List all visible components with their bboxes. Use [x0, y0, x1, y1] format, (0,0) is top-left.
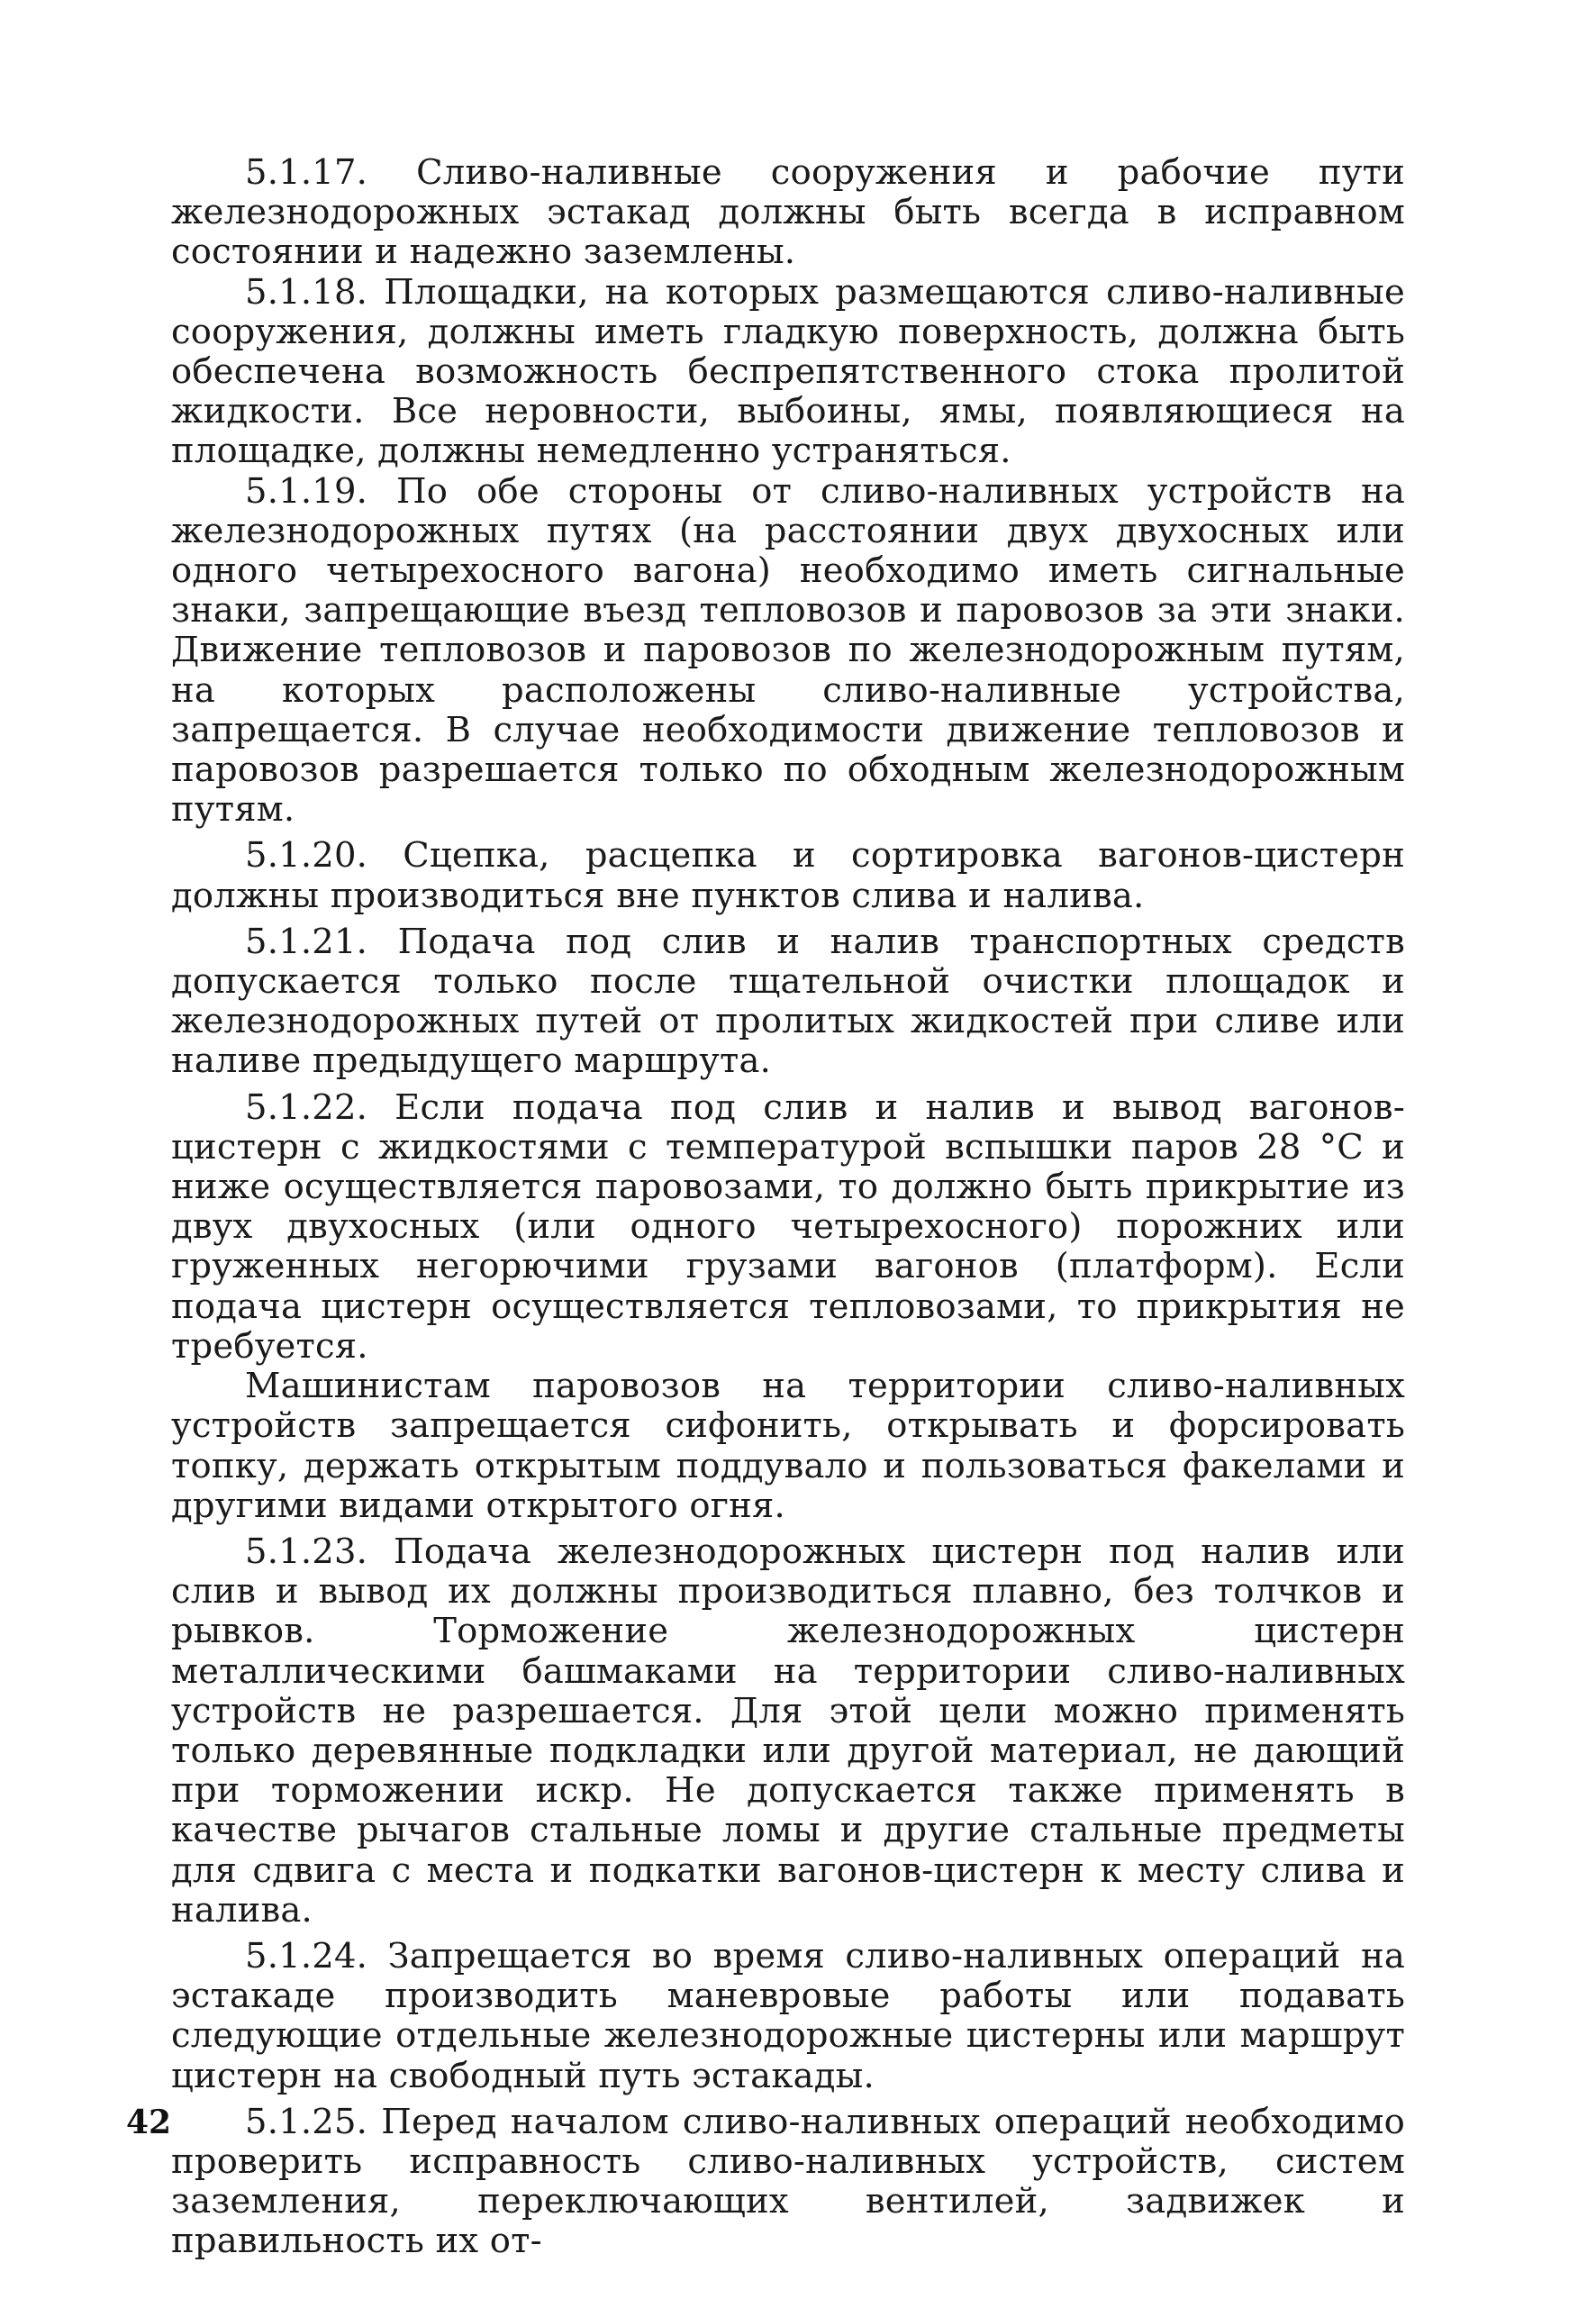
paragraph-5-1-19: 5.1.19. По обе стороны от сливо-наливных устройств на железнодорожных путях (на расстоянии двух двухосных или одного четырехосного вагона) необходимо иметь сигнальные знаки, запрещающие въезд тепловозов и паровозов за эти знаки. Движение тепловозов и паровозов по железнодорожным путям, на которых расположены сливо-наливные устройства, запрещается. В случае необходимости движение тепловозов и паровозов разрешается только по обходным железнодорожным путям.: [171, 470, 1405, 831]
paragraph-5-1-18: 5.1.18. Площадки, на которых размещаются сливо-наливные сооружения, должны иметь гладкую поверхность, должна быть обеспечена возможность беспрепятственного стока пролитой жидкости. Все неровности, выбоины, ямы, появляющиеся на площадке, должны немедленно устраняться.: [171, 271, 1405, 472]
paragraph-5-1-17: 5.1.17. Сливо-наливные сооружения и рабочие пути железнодорожных эстакад должны быть всегда в исправном состоянии и надежно заземлены.: [171, 152, 1405, 273]
document-page: [171, 152, 1405, 2262]
page-number: 42: [126, 2104, 172, 2141]
paragraph-5-1-24: 5.1.24. Запрещается во время сливо-наливных операций на эстакаде производить маневровые работы или подавать следующие отдельные железнодорожные цистерны или маршрут цистерн на свободный путь эстакады.: [171, 1935, 1405, 2096]
paragraph-5-1-23: 5.1.23. Подача железнодорожных цистерн под налив или слив и вывод их должны производиться плавно, без толчков и рывков. Торможение железнодорожных цистерн металлическими башмаками на территории сливо-наливных устройств не разрешается. Для этой цели можно применять только деревянные подкладки или другой материал, не дающий при торможении искр. Не допускается также применять в качестве рычагов стальные ломы и другие стальные предметы для сдвига с места и подкатки вагонов-цистерн к месту слива и налива.: [171, 1531, 1405, 1931]
paragraph-5-1-20: 5.1.20. Сцепка, расцепка и сортировка вагонов-цистерн должны производиться вне пунктов слива и налива.: [171, 835, 1405, 916]
paragraph-5-1-22: 5.1.22. Если подача под слив и налив и вывод вагонов-цистерн с жидкостями с температурой вспышки паров 28 °C и ниже осуществляется паровозами, то должно быть прикрытие из двух двухосных (или одного четырехосного) порожних или груженных негорючими грузами вагонов (платформ). Если подача цистерн осуществляется тепловозами, то прикрытия не требуется.: [171, 1086, 1405, 1367]
paragraph-machinists-note: Машинистам паровозов на территории сливо-наливных устройств запрещается сифонить, открывать и форсировать топку, держать открытым поддувало и пользоваться факелами и другими видами открытого огня.: [171, 1366, 1405, 1526]
paragraph-5-1-21: 5.1.21. Подача под слив и налив транспортных средств допускается только после тщательной очистки площадок и железнодорожных путей от пролитых жидкостей при сливе или наливе предыдущего маршрута.: [171, 921, 1405, 1082]
paragraph-5-1-25: 5.1.25. Перед началом сливо-наливных операций необходимо проверить исправность сливо-наливных устройств, систем заземления, переключающих вентилей, задвижек и правильность их от-: [171, 2101, 1405, 2262]
